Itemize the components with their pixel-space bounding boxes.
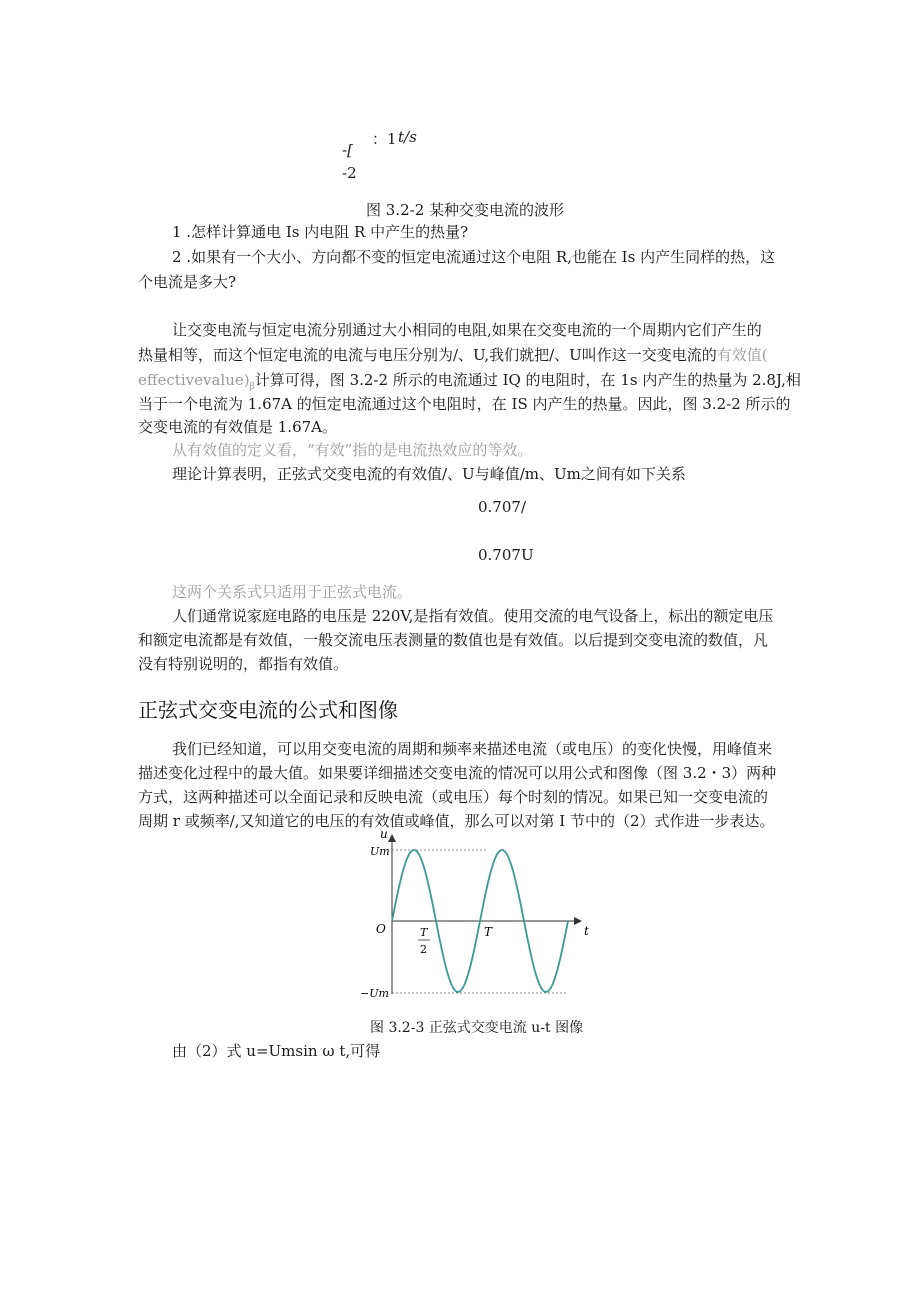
note-effective: 从有效值的定义看，“有效”指的是电流热效应的等效。: [172, 441, 533, 459]
x-axis-label: t: [584, 924, 589, 938]
half-t-denominator: 2: [420, 943, 427, 956]
para1-line3: [138, 369, 801, 392]
para4-line3: 方式，这两种描述可以全面记录和反映电流（或电压）每个时刻的情况。如果已知一交变电流的: [138, 788, 769, 806]
para2: 理论计算表明，正弦式交变电流的有效值/、U与峰值/m、Um之间有如下关系: [172, 465, 686, 483]
para3-line1: 人们通常说家庭电路的电压是 220V,是指有效值。使用交流的电气设备上，标出的额定电压: [172, 607, 774, 625]
figure-caption-1: 图 3.2-2 某种交变电流的波形: [366, 201, 565, 219]
para1-line3-text: 计算可得，图 3.2-2 所示的电流通过 IQ 的电阻时，在 1s 内产生的热量为 2.8J,相: [254, 371, 801, 389]
formula-2: 0.707U: [478, 546, 534, 564]
para1-line5: 交变电流的有效值是 1.67A。: [138, 418, 338, 436]
para1-line2-text: 热量相等，而这个恒定电流的电流与电压分别为/、U,我们就把/、U叫作这一交变电流的: [138, 346, 717, 364]
para4-line1: 我们已经知道，可以用交变电流的周期和频率来描述电流（或电压）的变化快慢，用峰值来: [172, 740, 773, 758]
question-1: 1 .怎样计算通电 Is 内电阻 R 中产生的热量?: [172, 223, 469, 241]
last-line: 由（2）式 u=Umsin ω t,可得: [172, 1042, 381, 1060]
para3-line3: 没有特别说明的，都指有效值。: [138, 655, 349, 673]
term-effective-value-en: effectivevalue): [138, 371, 250, 389]
origin-label: O: [376, 922, 386, 936]
section-heading: 正弦式交变电流的公式和图像: [138, 698, 398, 722]
neg-um-label: −Um: [360, 987, 389, 1000]
para3-line2: 和额定电流都是有效值，一般交流电压表测量的数值也是有效值。以后提到交变电流的数值，凡: [138, 631, 769, 649]
sine-wave-figure: [360, 828, 600, 1010]
question-2: 2 .如果有一个大小、方向都不变的恒定电流通过这个电阻 R,也能在 Is 内产生同样的热，这: [172, 248, 776, 266]
term-effective-value: 有效值(: [716, 346, 768, 364]
para1-line2: [138, 344, 768, 365]
um-label: Um: [370, 845, 390, 858]
t-label: T: [484, 925, 493, 939]
para4-line2: 描述变化过程中的最大值。如果要详细描述交变电流的情况可以用公式和图像（图 3.2・3）两种: [138, 764, 777, 782]
fig1-label-b: ：1: [372, 130, 397, 148]
formula-1: 0.707/: [478, 498, 526, 516]
y-axis-label: u: [380, 828, 388, 841]
term-sub: β: [249, 382, 255, 392]
question-2-cont: 个电流是多大?: [138, 273, 237, 291]
half-t-numerator: T: [420, 926, 428, 939]
fig1-label-d: -2: [342, 164, 357, 182]
para1-line4: 当于一个电流为 1.67A 的恒定电流通过这个电阻时，在 IS 内产生的热量。因此，图 3.2-2 所示的: [138, 395, 791, 413]
para4-line4: 周期 r 或频率/,又知道它的电压的有效值或峰值，那么可以对第 I 节中的（2）式作进一步表达。: [138, 812, 775, 830]
fig1-label-c: t/s: [398, 128, 417, 146]
para1-line1: 让交变电流与恒定电流分别通过大小相同的电阻,如果在交变电流的一个周期内它们产生的: [172, 321, 762, 339]
note-sinusoidal-only: 这两个关系式只适用于正弦式电流。: [172, 583, 413, 601]
fig1-label-a: -[: [342, 141, 353, 159]
figure-caption-2: 图 3.2-3 正弦式交变电流 u-t 图像: [370, 1020, 584, 1036]
